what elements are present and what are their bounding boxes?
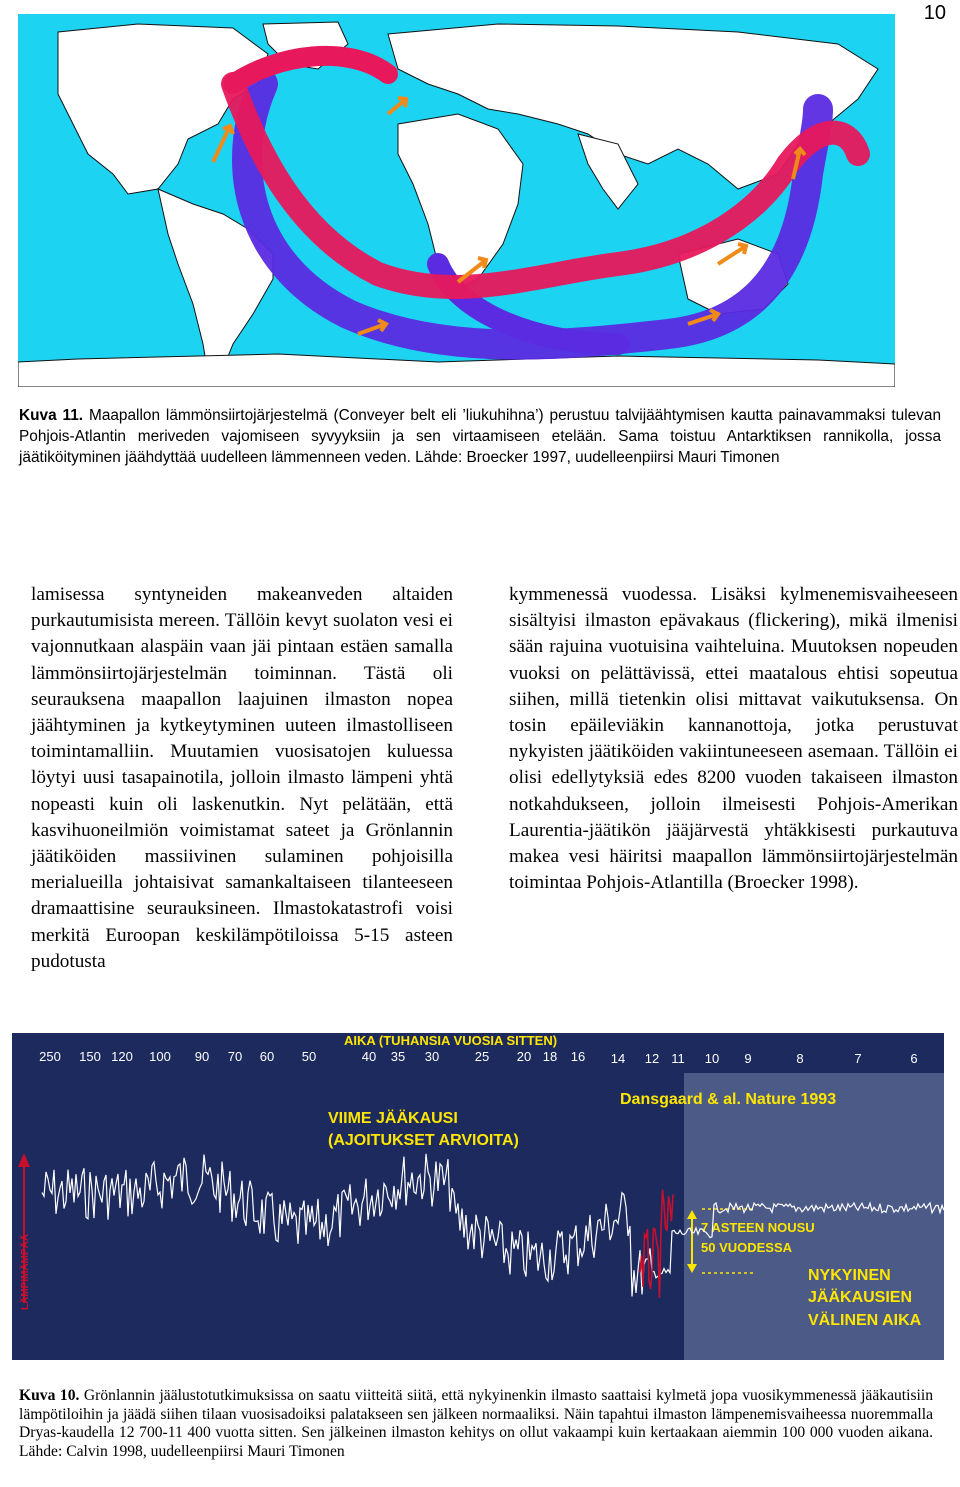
- time-tick-label: 250: [39, 1049, 61, 1064]
- map-caption: [19, 405, 941, 468]
- time-tick-label: 6: [910, 1051, 918, 1066]
- page-number: 10: [923, 2, 946, 24]
- interglacial-label-line-2: JÄÄKAUSIEN: [808, 1289, 913, 1306]
- time-tick-label: 8: [796, 1051, 804, 1066]
- time-tick-label: 60: [259, 1049, 275, 1064]
- time-tick-label: 40: [361, 1049, 377, 1064]
- body-text-left-column: lamisessa syntyneiden makeanveden altaiden purkautumisista mereen. Tällöin kevyt suolaton vesi ei vajonnutkaan alaspäin vaan jäi pintaan estäen samalla lämmönsiirtojärjestelmän toiminnan. Tästä oli seurauksena maapallon laajuinen ilmaston nopea jäähtyminen ja kytkeytyminen uuteen ilmastolliseen toimintamalliin. Muutamien vuosisatojen kuluessa löytyi uusi tasapainotila, jolloin ilmasto lämpeni yhtä nopeasti kuin oli laskenutkin. Nyt pelätään, että kasvihuoneilmiön voimistamat sateet ja Grönlannin jäätiköiden massiivinen sulaminen pohjoisilla merialueilla johtaisivat samankaltaiseen tilanteeseen dramaattisine seurauksineen. Ilmastokatastrofi voisi merkitä Euroopan keskilämpötiloissa 5-15 asteen pudotusta: [31, 584, 453, 972]
- time-tick-label: 25: [474, 1049, 490, 1064]
- time-tick-label: 18: [542, 1049, 558, 1064]
- time-axis-title: AIKA (TUHANSIA VUOSIA SITTEN): [344, 1033, 558, 1048]
- time-tick-label: 50: [301, 1049, 317, 1064]
- time-tick-label: 90: [194, 1049, 210, 1064]
- chart-caption: [19, 1387, 933, 1461]
- map-caption-text: Maapallon lämmönsiirtojärjestelmä (Conveyer belt eli ’liukuhihna’) perustuu talvijäähtymisen kautta painavammaksi tulevan Pohjois-Atlantin meriveden vajomiseen syvyyksiin ja sen virtaamiseen etelään. Sama toistuu Antarktiksen rannikolla, jossa jäätiköityminen jäähdyttää uudelleen lämmenneen veden. Lähde: Broecker 1997, uudelleenpiirsi Mauri Timonen: [19, 407, 941, 466]
- ice-core-temperature-svg: [12, 1033, 944, 1360]
- body-text-right-column: kymmenessä vuodessa. Lisäksi kylmenemisvaiheeseen sisältyisi ilmaston epävakaus (flickering), mikä ilmenisi sään rajuina vuotuisina vaihteluina. Muutoksen nopeuden vuoksi on pelättävissä, ettei maatalous ehtisi sopeutua siihen, millä tietenkin olisi mittavat vaikutuksensa. On tosin epäileviäkin kannanottoja, jotka perustuvat nykyisten jäätiköiden vakiintuneeseen asemaan. Tällöin ei olisi edellytyksiä edes 8200 vuoden takaiseen ilmaston notkahdukseen, jolloin ilmeisesti Pohjois-Amerikan Laurentia-jäätikön jääjärvestä yhtäkkisesti purkautuva makea vesi häiritsi maapallon lämmönsiirtojärjestelmän toimintaa Pohjois-Atlantilla (Broecker 1998).: [509, 584, 958, 894]
- time-tick-label: 35: [390, 1049, 406, 1064]
- time-tick-label: 16: [570, 1049, 586, 1064]
- time-tick-label: 70: [227, 1049, 243, 1064]
- warming-label-line-2: 50 VUODESSA: [701, 1240, 793, 1255]
- chart-caption-label: Kuva 10.: [19, 1387, 80, 1404]
- ice-core-temperature-chart: [12, 1033, 944, 1360]
- ice-age-label-line-1: VIIME JÄÄKAUSI: [328, 1110, 458, 1127]
- time-tick-label: 20: [516, 1049, 532, 1064]
- time-tick-label: 7: [854, 1051, 862, 1066]
- world-map-illustration: [18, 14, 895, 387]
- ice-age-label-line-2: (AJOITUKSET ARVIOITA): [328, 1132, 519, 1149]
- time-tick-label: 14: [610, 1051, 626, 1066]
- time-tick-label: 120: [111, 1049, 133, 1064]
- conveyor-belt-map: [18, 14, 895, 387]
- time-tick-label: 12: [644, 1051, 660, 1066]
- time-tick-label: 100: [149, 1049, 171, 1064]
- interglacial-label-line-3: VÄLINEN AIKA: [808, 1312, 922, 1329]
- chart-caption-text: Grönlannin jäälustotutkimuksissa on saatu viitteitä siitä, että nykyinenkin ilmasto saattaisi kylmetä jopa vuosikymmenessä jääkautisiin lämpötiloihin ja jäädä siihen tilaan vuosisadoiksi palatakseen sen jälkeen normaaliksi. Näin tapahtui ilmaston lämpenemisvaiheessa nuoremmalla Dryas-kaudella 12 700-11 400 vuotta sitten. Sen jälkeinen ilmaston kehitys on ollut vakaampi kuin kertaakaan aiemmin 100 000 vuoden aikana. Lähde: Calvin 1998, uudelleenpiirsi Mauri Timonen: [19, 1387, 933, 1460]
- time-tick-label: 150: [79, 1049, 101, 1064]
- warming-label-line-1: 7 ASTEEN NOUSU: [701, 1220, 815, 1235]
- y-axis-label: LÄMPIMÄMPÄÄ: [20, 1233, 31, 1310]
- time-tick-label: 10: [704, 1051, 720, 1066]
- interglacial-label-line-1: NYKYINEN: [808, 1267, 891, 1284]
- time-tick-label: 11: [671, 1051, 685, 1066]
- source-label: Dansgaard & al. Nature 1993: [620, 1091, 837, 1108]
- time-tick-label: 9: [744, 1051, 752, 1066]
- map-caption-label: Kuva 11.: [19, 407, 84, 424]
- time-tick-label: 30: [424, 1049, 440, 1064]
